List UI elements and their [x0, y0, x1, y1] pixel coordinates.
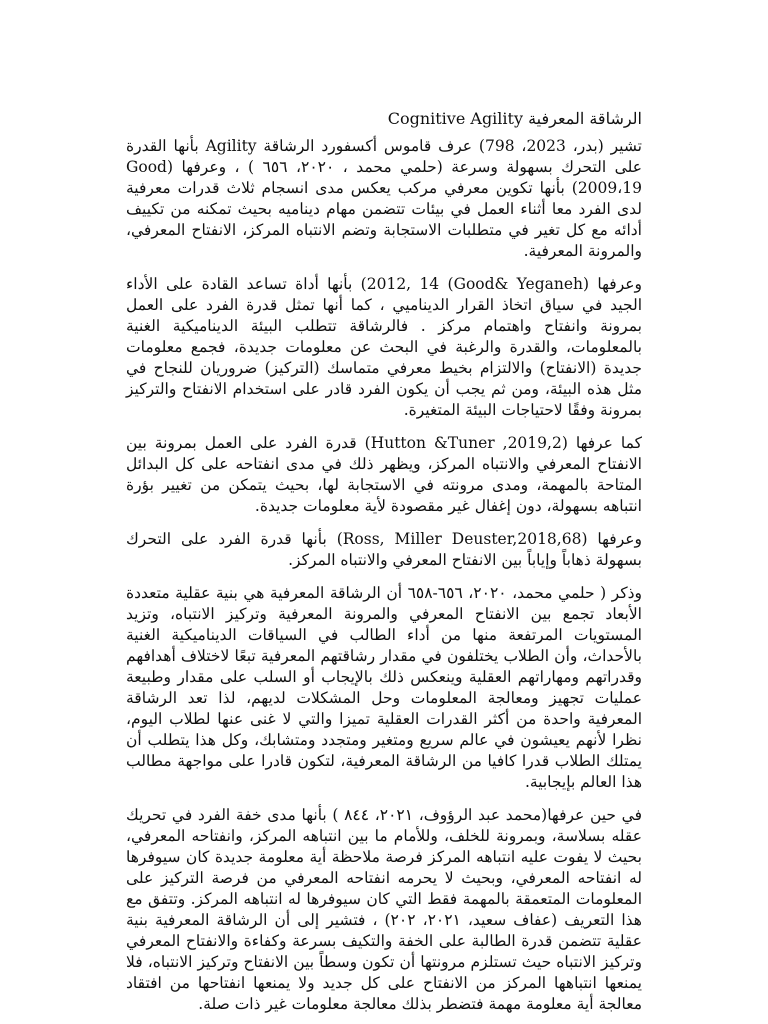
paragraph-4: وعرفها (Ross, Miller Deuster,2018,68) بأنها قدرة الفرد على التحرك بسهولة ذهاباً وإياباً بين الانفتاح المعرفي والانتباه المركز. — [126, 530, 642, 569]
paragraph-2: وعرفها (Good& Yeganeh) 2012, 14) بأنها أداة تساعد القادة على الأداء الجيد في سياق اتخاذ القرار الديناميي ، كما أنها تمثل قدرة الفرد على العمل بمرونة وانفتاح واهتمام مركز . فالرشاقة تتطلب البيئة الديناميكية الغنية بالمعلومات، والقدرة والرغبة في البحث عن معلومات جديدة، فجمع معلومات جديدة (الانفتاح) والالتزام بخيط معرفي متماسك (التركيز) ضروريان للنجاح في مثل هذه البيئة، ومن ثم يجب أن يكون الفرد قادر على استخدام الانفتاح والتركيز بمرونة وفقًا لاحتياجات البيئة المتغيرة. — [126, 275, 642, 419]
section-heading: الرشاقة المعرفية Cognitive Agility — [387, 109, 642, 128]
paragraph-3: كما عرفها (Hutton &Tuner ,2019,2) قدرة الفرد على العمل بمرونة بين الانفتاح المعرفي والانتباه المركز، ويظهر ذلك في مدى انفتاحه على كل البدائل المتاحة بالمهمة، ومدى مرونته في الاستجابة لها، بحيث يتمكن من تغيير بؤرة انتباهه بسهولة، دون إغفال غير مقصودة لأية معلومات جديدة. — [126, 434, 642, 515]
paragraph-5: وذكر ( حلمي محمد، ٢٠٢٠، ٦٥٦-٦٥٨ أن الرشاقة المعرفية هي بنية عقلية متعددة الأبعاد تجمع بين الانفتاح المعرفي والمرونة المعرفية وتركيز الانتباه، وتزيد المستويات المرتفعة منها من أداء الطالب في السياقات الديناميكية الغنية بالأحداث، وأن الطلاب يختلفون في مقدار رشاقتهم المعرفية تبعًا لاختلاف أهدافهم وقدراتهم ومهاراتهم العقلية وينعكس ذلك بالإيجاب أو السلب على مقدار وطبيعة عمليات تجهيز ومعالجة المعلومات وحل المشكلات لديهم، لذا تعد الرشاقة المعرفية واحدة من أكثر القدرات العقلية تميزا والتي لا غنى عنها لطلاب اليوم، نظرا لأنهم يعيشون في عالم سريع ومتغير ومتجدد ومتشابك، وكل هذا يتطلب أن يمتلك الطلاب قدرا كافيا من الرشاقة المعرفية، لتكون قادرا على مواجهة مطالب هذا العالم بإيجابية. — [126, 584, 642, 791]
paragraph-1: تشير (بدر، 2023، 798) عرف قاموس أكسفورد الرشاقة Agility بأنها القدرة على التحرك بسهولة وسرعة (حلمي محمد ، ٢٠٢٠، ٦٥٦ ) ، وعرفها (Good 2009،19) بأنها تكوين معرفي مركب يعكس مدى انسجام ثلاث قدرات معرفية لدى الفرد معا أثناء العمل في بيئات تتضمن مهام ديناميه بحيث تمكنه من تكييف أدائه مع كل تغير في متطلبات الاستجابة وتضم الانتباه المركز، الانفتاح المعرفي، والمرونة المعرفية. — [126, 137, 642, 260]
paragraph-6: في حين عرفها(محمد عبد الرؤوف، ٢٠٢١، ٨٤٤ ) بأنها مدى خفة الفرد في تحريك عقله بسلاسة، وبمرونة للخلف، وللأمام ما بين انتباهه المركز، وانفتاحه المعرفي، بحيث لا يفوت عليه انتباهه المركز فرصة ملاحظة أية معلومة جديدة كان سيوفرها له انفتاحه المعرفي، وبحيث لا يحرمه انفتاحه المعرفي من فرصة التركيز على المعلومات المتعمقة بالمهمة فقط التي كان سيوفرها له انتباهه المركز. وتتفق مع هذا التعريف (عفاف سعيد، ٢٠٢١، ٢٠٢) ، فتشير إلى أن الرشاقة المعرفية بنية عقلية تتضمن قدرة الطالبة على الخفة والتكيف بسرعة وكفاءة والانفتاح المعرفي وتركيز الانتباه حيث تستلزم مرونتها أن تكون وسطاً بين الانفتاح وتركيز الانتباه، فلا يمنعها انتباهها المركز من الانفتاح على كل جديد ولا يمنعها انفتاحها من افتقاد معالجة أية معلومة مهمة فتضطر بذلك معالجة معلومات غير ذات صلة. — [126, 806, 642, 1013]
